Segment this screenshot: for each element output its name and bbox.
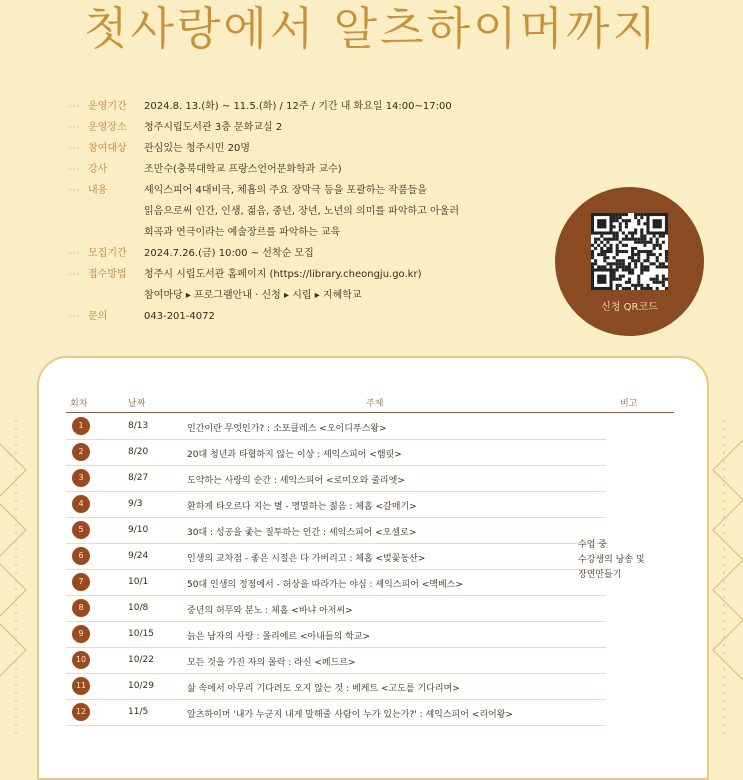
session-date: 9/3 <box>128 499 143 509</box>
session-date: 10/22 <box>128 655 154 665</box>
session-topic: 알츠하이머 '내가 누군지 내게 말해줄 사람이 누가 있는가?' : 셰익스피어 <리어왕> <box>187 710 513 720</box>
info-row <box>68 138 588 159</box>
table-row <box>66 465 606 492</box>
info-value: 2024.7.26.(금) 10:00 ~ 선착순 모집 <box>144 248 314 259</box>
session-number-badge: 12 <box>72 703 90 721</box>
bullet-icon: ◦◦◦ <box>68 312 80 321</box>
info-value: 2024.8. 13.(화) ~ 11.5.(화) / 12주 / 기간 내 화요일 14:00~17:00 <box>144 101 452 112</box>
bullet-icon: ◦◦◦ <box>68 144 80 153</box>
remark-note <box>578 538 678 583</box>
session-number-badge: 3 <box>72 469 90 487</box>
info-value: 조만수(충북대학교 프랑스언어문화학과 교수) <box>144 164 342 175</box>
table-row <box>66 595 606 622</box>
session-date: 10/1 <box>128 577 149 587</box>
info-label: 모집기간 <box>88 248 127 259</box>
header-topic: 주제 <box>366 399 384 409</box>
info-label: 운영장소 <box>88 122 127 133</box>
table-row <box>66 413 606 440</box>
table-row <box>66 543 606 570</box>
info-row <box>68 159 588 180</box>
session-topic: 도약하는 사랑의 순간 : 셰익스피어 <로미오와 줄리엣> <box>187 476 405 486</box>
info-label: 운영기간 <box>88 101 127 112</box>
table-row <box>66 673 606 700</box>
remark-line: 장면만들기 <box>578 570 622 580</box>
info-value: 읽음으로써 인간, 인생, 젊음, 중년, 장년, 노년의 의미를 파악하고 아울러 <box>144 206 459 217</box>
info-label: 내용 <box>88 185 108 196</box>
remark-line: 수강생의 낭송 및 <box>578 555 645 565</box>
info-row <box>68 243 588 264</box>
session-date: 9/10 <box>128 525 149 535</box>
qr-badge <box>555 187 704 336</box>
info-value[interactable]: 청주시 시립도서관 홈페이지 (https://library.cheongju.go.kr) <box>144 269 422 280</box>
session-date: 10/8 <box>128 603 149 613</box>
session-date: 9/24 <box>128 551 149 561</box>
session-topic: 늙은 남자의 사랑 : 몰리에르 <아내들의 학교> <box>187 632 371 642</box>
info-label: 접수방법 <box>88 269 127 280</box>
right-ornament-icon <box>706 400 743 743</box>
session-date: 8/20 <box>128 447 149 457</box>
info-label: 문의 <box>88 311 108 322</box>
bullet-icon: ◦◦◦ <box>68 123 80 132</box>
session-date: 11/5 <box>128 707 149 717</box>
session-number-badge: 10 <box>72 651 90 669</box>
session-topic: 인생의 교차점 - 좋은 시절은 다 가버리고 : 체홉 <벚꽃동산> <box>187 554 426 564</box>
table-row <box>66 569 606 596</box>
info-row <box>68 306 588 327</box>
info-label: 강사 <box>88 164 108 175</box>
session-topic: 삶 속에서 아무리 기다려도 오지 않는 것 : 베케트 <고도를 기다리며> <box>187 684 460 694</box>
session-number-badge: 8 <box>72 599 90 617</box>
info-value: 관심있는 청주시민 20명 <box>144 143 251 154</box>
info-section <box>68 96 588 327</box>
left-ornament-icon <box>0 400 36 743</box>
info-value: 참여마당 ▸ 프로그램안내 · 신청 ▸ 시립 ▸ 지혜학교 <box>144 290 362 301</box>
bullet-icon: ◦◦◦ <box>68 249 80 258</box>
info-row <box>68 117 588 138</box>
info-row <box>68 201 588 222</box>
bullet-icon: ◦◦◦ <box>68 102 80 111</box>
session-number-badge: 11 <box>72 677 90 695</box>
page-title: 첫사랑에서 알츠하이머까지 <box>84 2 659 55</box>
table-row <box>66 517 606 544</box>
session-date: 10/29 <box>128 681 154 691</box>
info-row <box>68 96 588 117</box>
session-date: 8/27 <box>128 473 149 483</box>
info-row <box>68 180 588 201</box>
session-number-badge: 7 <box>72 573 90 591</box>
session-topic: 중년의 허무와 분노 : 체홉 <바냐 아저씨> <box>187 606 353 616</box>
session-topic: 환하게 타오르다 지는 별 - 명멸하는 젊음 : 체홉 <갈매기> <box>187 502 417 512</box>
qr-code-icon[interactable] <box>591 213 668 290</box>
table-row <box>66 491 606 518</box>
session-topic: 인간이란 무엇인가? : 소포클레스 <오이디푸스왕> <box>187 424 387 434</box>
table-row <box>66 439 606 466</box>
bullet-icon: ◦◦◦ <box>68 165 80 174</box>
info-label: 참여대상 <box>88 143 127 154</box>
session-number-badge: 1 <box>72 417 90 435</box>
session-topic: 50대 인생의 정점에서 - 허상을 따라가는 야심 : 셰익스피어 <맥베스> <box>187 580 463 590</box>
header-no: 회차 <box>70 399 88 409</box>
table-row <box>66 647 606 674</box>
bullet-icon: ◦◦◦ <box>68 186 80 195</box>
table-header <box>66 392 674 413</box>
table-row <box>66 699 606 726</box>
session-date: 10/15 <box>128 629 154 639</box>
header-remark: 비고 <box>620 399 638 409</box>
info-row <box>68 264 588 285</box>
info-row <box>68 222 588 243</box>
info-value: 043-201-4072 <box>144 311 215 322</box>
session-date: 8/13 <box>128 421 149 431</box>
table-row <box>66 621 606 648</box>
session-topic: 30대 : 성공을 좇는 질투하는 인간 : 셰익스피어 <오셀로> <box>187 528 417 538</box>
header-date: 날짜 <box>128 399 146 409</box>
qr-caption: 신청 QR코드 <box>601 302 658 313</box>
remark-line: 수업 중 <box>578 540 607 550</box>
info-value: 셰익스피어 4대비극, 체홉의 주요 장막극 등을 포괄하는 작품들을 <box>144 185 427 196</box>
session-number-badge: 9 <box>72 625 90 643</box>
bullet-icon: ◦◦◦ <box>68 270 80 279</box>
session-number-badge: 5 <box>72 521 90 539</box>
info-value: 청주시립도서관 3층 문화교실 2 <box>144 122 283 133</box>
info-value: 희곡과 연극이라는 예술장르를 파악하는 교육 <box>144 227 341 238</box>
session-topic: 20대 청년과 타협하지 않는 이상 : 셰익스피어 <햄릿> <box>187 450 402 460</box>
session-topic: 모든 것을 가진 자의 몰락 : 라신 <페드르> <box>187 658 356 668</box>
session-number-badge: 2 <box>72 443 90 461</box>
session-number-badge: 6 <box>72 547 90 565</box>
info-row <box>68 285 588 306</box>
session-number-badge: 4 <box>72 495 90 513</box>
